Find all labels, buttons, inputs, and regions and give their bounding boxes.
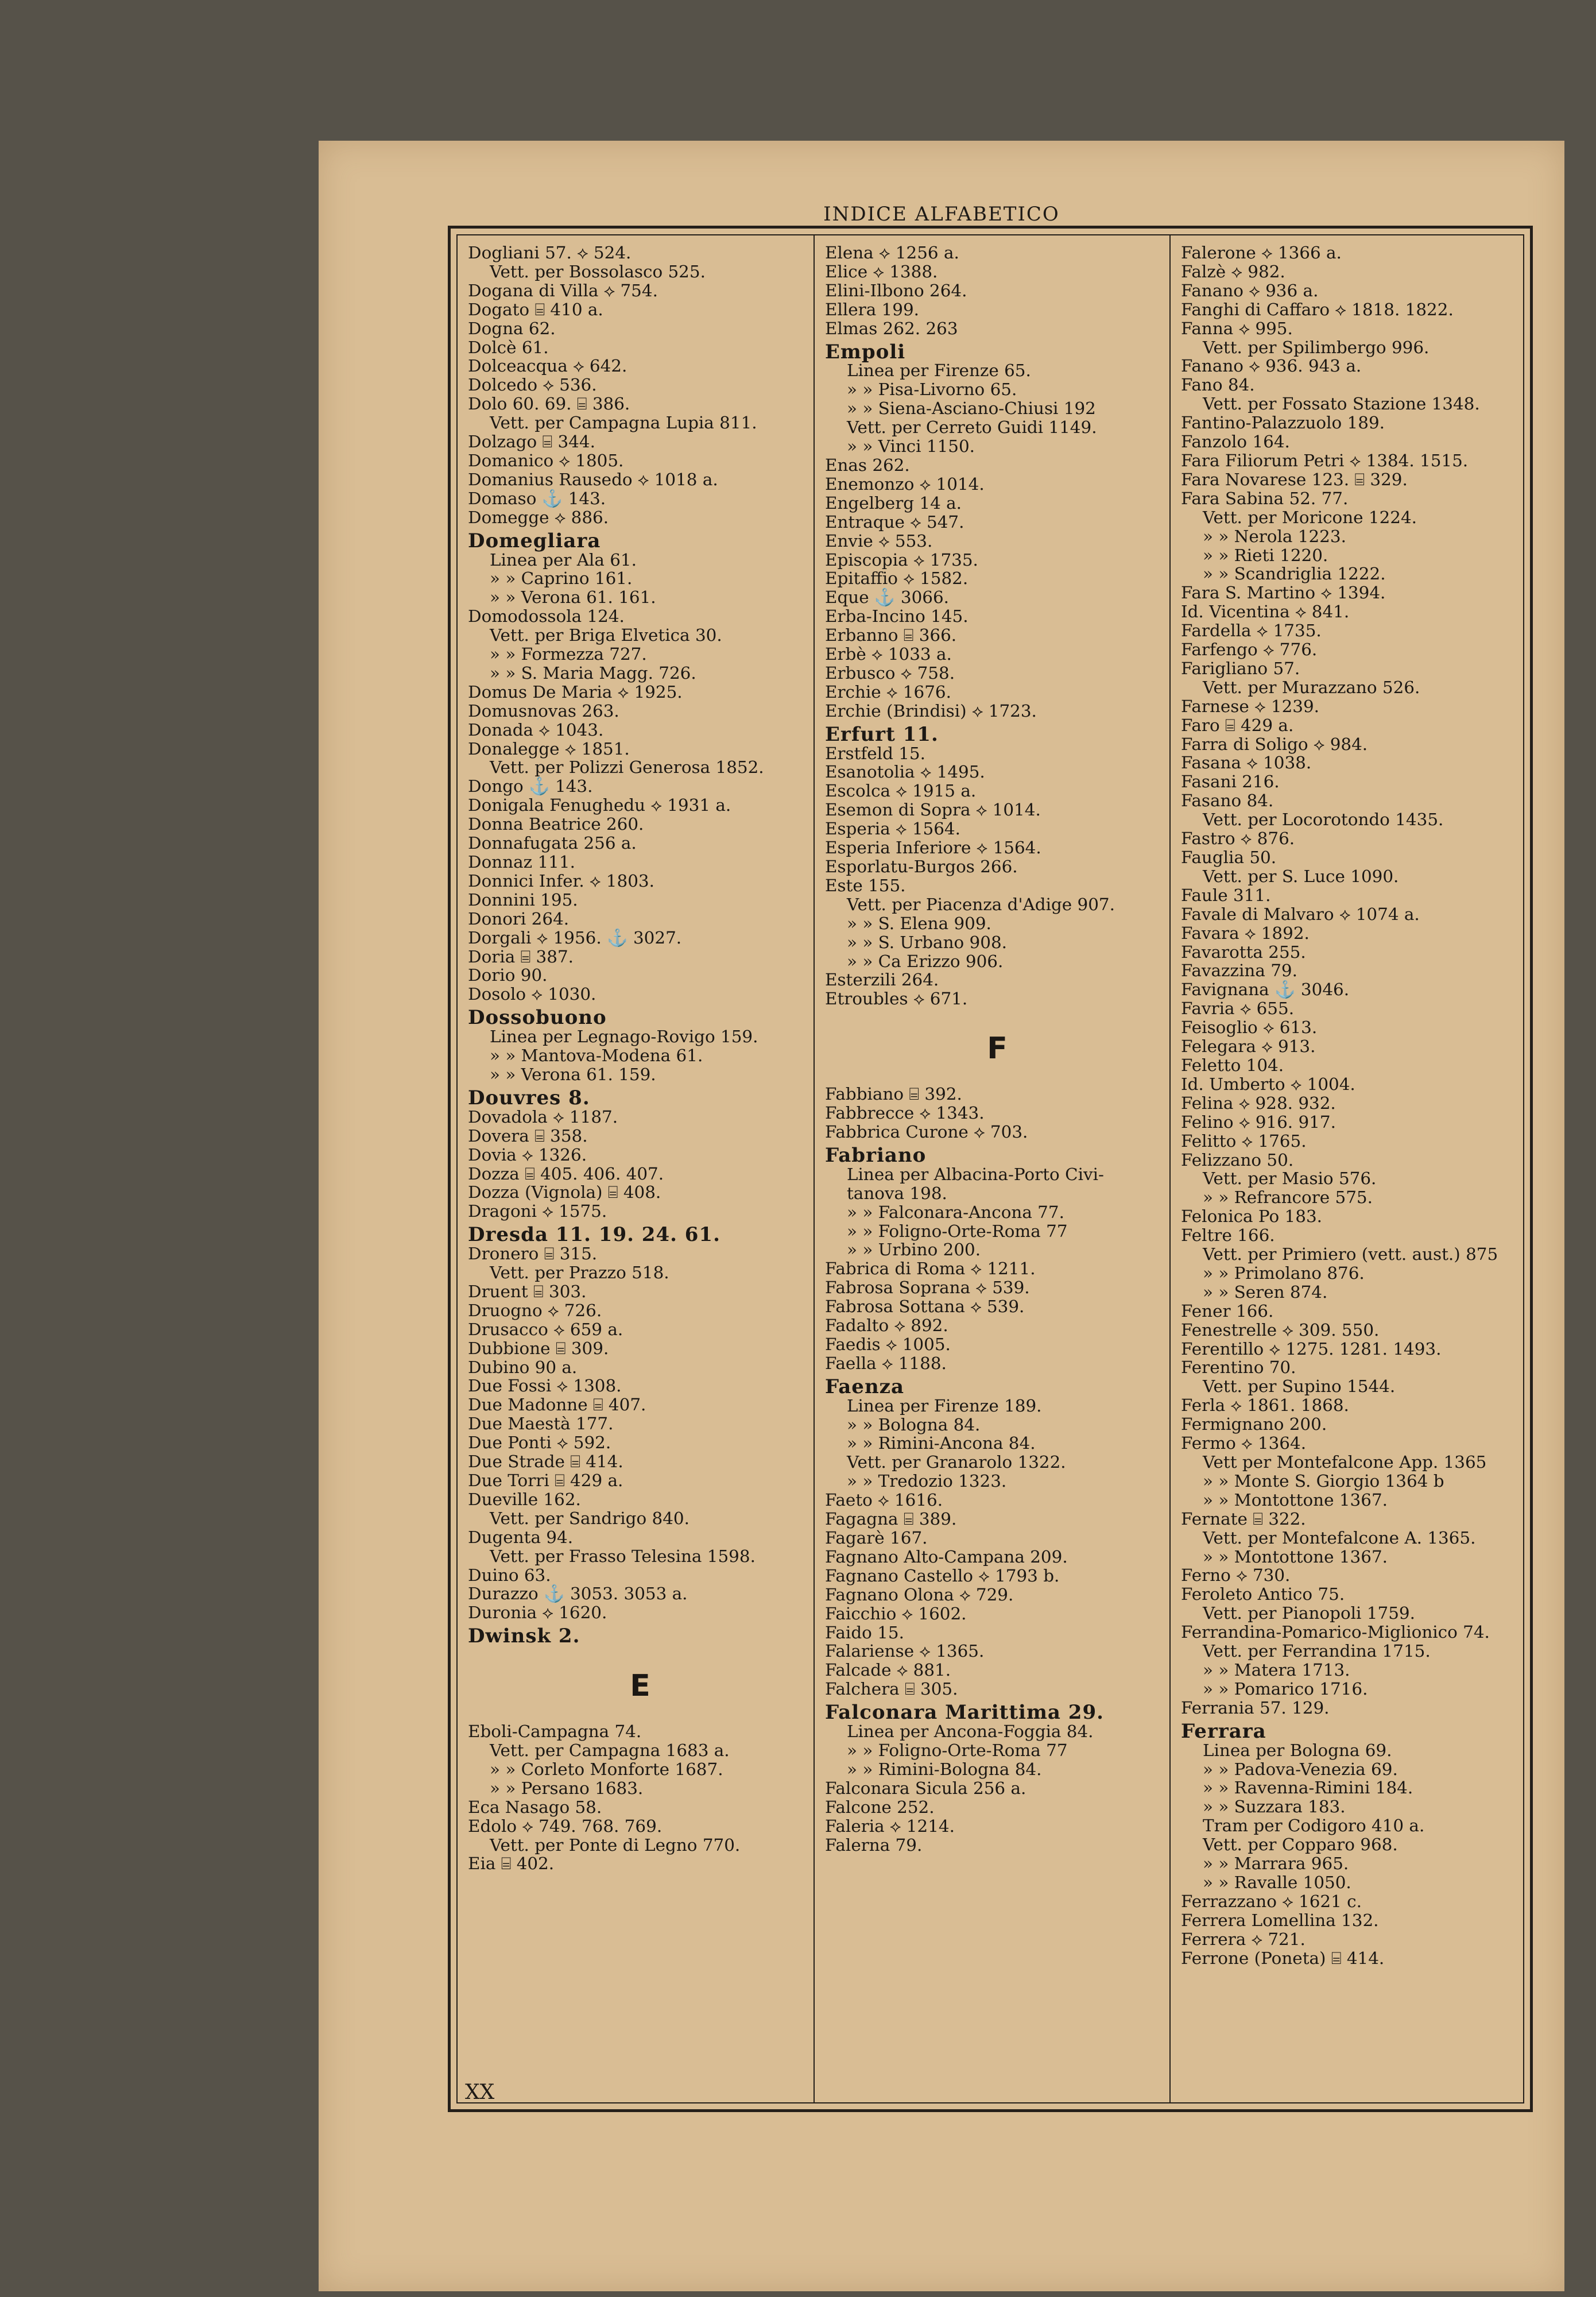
index-entry: Esterzili 264. (825, 970, 939, 990)
index-entry: Fener 166. (1181, 1301, 1274, 1321)
index-entry: Dovera ⌸ 358. (468, 1126, 588, 1146)
index-entry: » » Padova-Venezia 69. (1203, 1759, 1398, 1779)
index-entry: » » Ca Erizzo 906. (847, 951, 1004, 971)
index-entry: » » Rimini-Ancona 84. (847, 1433, 1036, 1453)
index-entry: Fara Sabina 52. 77. (1181, 488, 1349, 508)
index-entry: Vett. per Frasso Telesina 1598. (490, 1546, 756, 1566)
index-entry: Fabbrica Curone ⟡ 703. (825, 1122, 1028, 1142)
index-entry: » » Ravenna-Rimini 184. (1203, 1778, 1413, 1798)
index-entry: Erchie (Brindisi) ⟡ 1723. (825, 701, 1037, 721)
index-entry: Fermignano 200. (1181, 1414, 1327, 1434)
index-entry: Enas 262. (825, 455, 910, 475)
index-entry: Vett. per Ponte di Legno 770. (490, 1835, 741, 1855)
index-entry: Envie ⟡ 553. (825, 531, 933, 551)
index-entry: Vett. per Masio 576. (1203, 1169, 1377, 1189)
index-entry: Fantino-Palazzuolo 189. (1181, 413, 1385, 433)
index-entry: Fastro ⟡ 876. (1181, 829, 1295, 849)
index-entry: Edolo ⟡ 749. 768. 769. (468, 1816, 663, 1836)
index-entry: Dovia ⟡ 1326. (468, 1144, 587, 1165)
index-entry: Fara S. Martino ⟡ 1394. (1181, 583, 1386, 603)
index-entry: Duronia ⟡ 1620. (468, 1603, 607, 1623)
index-entry: Dolo 60. 69. ⌸ 386. (468, 394, 630, 414)
index-entry: Linea per Legnago-Rovigo 159. (490, 1027, 758, 1047)
index-entry: Ellera 199. (825, 299, 920, 319)
index-heading: Faenza (825, 1375, 904, 1398)
index-entry: Falerone ⟡ 1366 a. (1181, 243, 1342, 262)
index-entry: » » Nerola 1223. (1203, 526, 1346, 546)
index-entry: Donalegge ⟡ 1851. (468, 738, 630, 759)
column-divider (814, 235, 815, 2102)
index-entry: Dovadola ⟡ 1187. (468, 1107, 618, 1127)
index-column-2 (825, 243, 1169, 2102)
index-entry: Falconara Sicula 256 a. (825, 1778, 1026, 1798)
index-entry: Linea per Firenze 189. (847, 1395, 1042, 1416)
index-entry: Felina ⟡ 928. 932. (1181, 1093, 1336, 1113)
index-entry: Vett. per Briga Elvetica 30. (490, 625, 722, 645)
index-entry: » » Siena-Asciano-Chiusi 192 (847, 399, 1096, 419)
index-entry: Drusacco ⟡ 659 a. (468, 1319, 623, 1339)
index-entry: Engelberg 14 a. (825, 493, 962, 513)
column-divider (1169, 235, 1171, 2102)
index-entry: Vett. per Fossato Stazione 1348. (1203, 394, 1480, 414)
index-entry: » » Montottone 1367. (1203, 1490, 1388, 1510)
index-entry: » » Pisa-Livorno 65. (847, 380, 1017, 400)
index-entry: Esperia Inferiore ⟡ 1564. (825, 838, 1041, 858)
index-entry: Este 155. (825, 875, 906, 895)
index-entry: Fara Filiorum Petri ⟡ 1384. 1515. (1181, 450, 1469, 470)
index-entry: Domodossola 124. (468, 606, 625, 627)
index-entry: Faella ⟡ 1188. (825, 1353, 947, 1373)
index-entry: Elena ⟡ 1256 a. (825, 243, 959, 262)
index-entry: Elini-Ilbono 264. (825, 280, 967, 300)
index-entry: » » Verona 61. 161. (490, 587, 656, 608)
index-entry: Favazzina 79. (1181, 961, 1297, 981)
index-entry: Fagagna ⌸ 389. (825, 1509, 957, 1529)
index-entry: Escolca ⟡ 1915 a. (825, 781, 977, 801)
index-entry: Favarotta 255. (1181, 942, 1306, 962)
index-entry: Esanotolia ⟡ 1495. (825, 762, 985, 782)
index-entry: Vett. per Prazzo 518. (490, 1263, 669, 1283)
index-entry: Dorio 90. (468, 965, 548, 985)
index-entry: » » Rimini-Bologna 84. (847, 1759, 1042, 1779)
index-entry: Vett. per Primiero (vett. aust.) 875 (1203, 1244, 1498, 1264)
index-entry: Faicchio ⟡ 1602. (825, 1603, 967, 1623)
index-entry: » » Suzzara 183. (1203, 1797, 1346, 1817)
index-entry: Fanna ⟡ 995. (1181, 318, 1293, 338)
index-entry: » » S. Maria Magg. 726. (490, 663, 696, 683)
index-entry: Vett. per Polizzi Generosa 1852. (490, 757, 764, 778)
index-entry: Donnaz 111. (468, 852, 575, 872)
index-entry: Dubino 90 a. (468, 1357, 578, 1377)
index-entry: Dogliani 57. ⟡ 524. (468, 243, 632, 262)
index-entry: Donori 264. (468, 908, 570, 929)
index-entry: Faeto ⟡ 1616. (825, 1490, 943, 1510)
index-entry: » » Scandriglia 1222. (1203, 564, 1386, 584)
index-entry: Elice ⟡ 1388. (825, 261, 938, 281)
index-entry: » » Persano 1683. (490, 1778, 644, 1798)
index-entry: Ferentillo ⟡ 1275. 1281. 1493. (1181, 1339, 1442, 1359)
index-entry: Druent ⌸ 303. (468, 1281, 587, 1301)
index-entry: Farra di Soligo ⟡ 984. (1181, 734, 1368, 754)
index-entry: » » Formezza 727. (490, 644, 647, 664)
index-entry: Due Madonne ⌸ 407. (468, 1395, 646, 1415)
index-entry: Erbanno ⌸ 366. (825, 625, 957, 645)
index-entry: Eboli-Campagna 74. (468, 1722, 642, 1742)
index-heading: Falconara Marittima 29. (825, 1701, 1104, 1724)
index-entry: Farigliano 57. (1181, 658, 1300, 678)
index-entry: Favignana ⚓ 3046. (1181, 980, 1350, 1000)
index-heading: Dossobuono (468, 1006, 607, 1030)
index-entry: » » Falconara-Ancona 77. (847, 1202, 1064, 1222)
index-entry: Faleria ⟡ 1214. (825, 1816, 955, 1836)
index-entry: Vett. per Montefalcone A. 1365. (1203, 1528, 1476, 1548)
index-heading: Ferrara (1181, 1719, 1266, 1743)
index-entry: » » Marrara 965. (1203, 1854, 1349, 1874)
index-entry: tanova 198. (847, 1183, 947, 1203)
index-entry: » » Corleto Monforte 1687. (490, 1759, 723, 1779)
index-entry: Fabrosa Soprana ⟡ 539. (825, 1278, 1030, 1298)
index-entry: Fermo ⟡ 1364. (1181, 1433, 1307, 1453)
index-entry: Donna Beatrice 260. (468, 814, 644, 834)
page-header: INDICE ALFABETICO (823, 203, 1060, 226)
index-heading: Dresda 11. 19. 24. 61. (468, 1223, 720, 1247)
index-entry: Due Torri ⌸ 429 a. (468, 1471, 623, 1490)
index-entry: Favria ⟡ 655. (1181, 999, 1295, 1019)
index-entry: Episcopia ⟡ 1735. (825, 550, 978, 570)
index-entry: Linea per Firenze 65. (847, 361, 1031, 381)
index-entry: Vett. per Piacenza d'Adige 907. (847, 894, 1115, 914)
index-entry: Fagnano Castello ⟡ 1793 b. (825, 1565, 1060, 1586)
index-entry: Dragoni ⟡ 1575. (468, 1201, 607, 1221)
index-entry: Eca Nasago 58. (468, 1797, 602, 1817)
index-entry: Due Ponti ⟡ 592. (468, 1433, 611, 1453)
section-letter: E (630, 1669, 650, 1704)
index-entry: Dogana di Villa ⟡ 754. (468, 280, 658, 300)
index-frame (448, 226, 1533, 2112)
index-heading: Dwinsk 2. (468, 1625, 580, 1648)
index-entry: Dongo ⚓ 143. (468, 776, 593, 796)
index-entry: » » Refrancore 575. (1203, 1188, 1373, 1208)
index-entry: Feisoglio ⟡ 613. (1181, 1018, 1318, 1038)
index-entry: Dosolo ⟡ 1030. (468, 984, 596, 1004)
index-entry: » » Monte S. Giorgio 1364 b (1203, 1471, 1444, 1491)
index-entry: Vett. per S. Luce 1090. (1203, 866, 1399, 886)
index-entry: Falchera ⌸ 305. (825, 1679, 958, 1699)
index-entry: » » Foligno-Orte-Roma 77 (847, 1221, 1068, 1241)
index-entry: Feltre 166. (1181, 1225, 1275, 1246)
index-entry: Fabbiano ⌸ 392. (825, 1084, 962, 1104)
index-entry: Falcone 252. (825, 1797, 935, 1817)
index-entry: » » Primolano 876. (1203, 1263, 1365, 1283)
index-entry: » » Mantova-Modena 61. (490, 1046, 703, 1066)
page-sheet (319, 141, 1564, 2291)
index-entry: Vett per Montefalcone App. 1365 (1203, 1452, 1487, 1472)
index-entry: Dolcè 61. (468, 337, 549, 357)
index-entry: Domanico ⟡ 1805. (468, 450, 624, 470)
index-entry: » » S. Urbano 908. (847, 932, 1007, 952)
index-entry: Elmas 262. 263 (825, 318, 958, 338)
index-entry: Felonica Po 183. (1181, 1206, 1322, 1227)
index-entry: Favale di Malvaro ⟡ 1074 a. (1181, 904, 1420, 924)
index-entry: Vett. per Locorotondo 1435. (1203, 810, 1444, 830)
index-entry: Vett. per Pianopoli 1759. (1203, 1603, 1415, 1623)
index-entry: Donnafugata 256 a. (468, 833, 637, 853)
index-entry: Fagnano Alto-Campana 209. (825, 1546, 1068, 1567)
index-entry: Druogno ⟡ 726. (468, 1300, 602, 1320)
index-entry: Dronero ⌸ 315. (468, 1244, 598, 1264)
index-entry: Etroubles ⟡ 671. (825, 989, 968, 1009)
index-entry: Domusnovas 263. (468, 701, 619, 721)
index-entry: Due Fossi ⟡ 1308. (468, 1376, 622, 1396)
index-entry: Dueville 162. (468, 1489, 581, 1509)
index-entry: Vett. per Bossolasco 525. (490, 261, 706, 281)
index-entry: Vett. per Copparo 968. (1203, 1835, 1398, 1855)
index-entry: » » Caprino 161. (490, 569, 633, 589)
index-entry: » » Ravalle 1050. (1203, 1872, 1351, 1892)
index-entry: Ferla ⟡ 1861. 1868. (1181, 1395, 1349, 1416)
index-entry: Id. Umberto ⟡ 1004. (1181, 1074, 1355, 1094)
index-column-1 (468, 243, 812, 2102)
index-entry: Falcade ⟡ 881. (825, 1660, 951, 1680)
index-entry: Felino ⟡ 916. 917. (1181, 1112, 1336, 1132)
index-entry: Dugenta 94. (468, 1527, 574, 1547)
index-entry: Fenestrelle ⟡ 309. 550. (1181, 1320, 1380, 1340)
index-entry: Dolcedo ⟡ 536. (468, 375, 597, 395)
index-entry: Fabrosa Sottana ⟡ 539. (825, 1297, 1025, 1317)
section-letter: F (987, 1031, 1008, 1066)
index-entry: Erchie ⟡ 1676. (825, 682, 951, 702)
index-entry: Favara ⟡ 1892. (1181, 923, 1310, 943)
index-entry: Linea per Bologna 69. (1203, 1740, 1392, 1760)
index-entry: Vett. per Spilimbergo 996. (1203, 337, 1430, 357)
index-entry: Donigala Fenughedu ⟡ 1931 a. (468, 795, 731, 815)
index-entry: Enemonzo ⟡ 1014. (825, 474, 985, 494)
index-entry: Esperia ⟡ 1564. (825, 819, 960, 839)
index-entry: Duino 63. (468, 1565, 551, 1585)
index-entry: Fanzolo 164. (1181, 432, 1290, 452)
index-entry: » » S. Elena 909. (847, 913, 991, 933)
index-entry: Domegge ⟡ 886. (468, 507, 609, 527)
index-entry: Fasani 216. (1181, 772, 1280, 792)
index-entry: Faro ⌸ 429 a. (1181, 715, 1294, 735)
index-entry: Fara Novarese 123. ⌸ 329. (1181, 469, 1408, 489)
index-entry: Vett. per Ferrandina 1715. (1203, 1641, 1431, 1661)
index-entry: Fano 84. (1181, 375, 1255, 395)
index-entry: Dolceacqua ⟡ 642. (468, 356, 627, 376)
index-entry: Fasana ⟡ 1038. (1181, 753, 1312, 773)
index-entry: Faido 15. (825, 1622, 904, 1642)
index-entry: Falariense ⟡ 1365. (825, 1641, 985, 1661)
index-entry: Erbusco ⟡ 758. (825, 663, 955, 683)
index-entry: Feroleto Antico 75. (1181, 1584, 1345, 1604)
index-entry: Falzè ⟡ 982. (1181, 261, 1285, 281)
index-entry: Ferrandina-Pomarico-Miglionico 74. (1181, 1622, 1490, 1642)
index-entry: Domaso ⚓ 143. (468, 488, 606, 508)
index-entry: Felegara ⟡ 913. (1181, 1037, 1316, 1057)
index-entry: Fagarè 167. (825, 1528, 928, 1548)
index-entry: » » Urbino 200. (847, 1240, 981, 1260)
index-entry: » » Bologna 84. (847, 1414, 981, 1434)
index-entry: » » Tredozio 1323. (847, 1471, 1007, 1491)
index-entry: Fanano ⟡ 936 a. (1181, 280, 1319, 300)
index-entry: Vett. per Campagna Lupia 811. (490, 413, 757, 433)
index-entry: Dubbione ⌸ 309. (468, 1338, 609, 1358)
index-heading: Domegliara (468, 529, 601, 552)
index-entry: Erba-Incino 145. (825, 606, 969, 627)
index-entry: Ferrazzano ⟡ 1621 c. (1181, 1891, 1362, 1911)
index-entry: Fauglia 50. (1181, 848, 1277, 867)
index-entry: Fagnano Olona ⟡ 729. (825, 1584, 1014, 1604)
index-entry: Donada ⟡ 1043. (468, 720, 604, 740)
index-entry: Fabrica di Roma ⟡ 1211. (825, 1259, 1036, 1279)
index-entry: Ferno ⟡ 730. (1181, 1565, 1291, 1586)
index-entry: Dozza ⌸ 405. 406. 407. (468, 1163, 664, 1184)
index-entry: Falerna 79. (825, 1835, 923, 1855)
index-entry: Erstfeld 15. (825, 743, 925, 763)
index-entry: Vett. per Murazzano 526. (1203, 677, 1420, 697)
index-entry: Dozza (Vignola) ⌸ 408. (468, 1182, 661, 1202)
index-frame-inner (456, 234, 1524, 2103)
index-entry: Esporlatu-Burgos 266. (825, 857, 1018, 876)
index-entry: Fadalto ⟡ 892. (825, 1316, 948, 1336)
index-heading: Erfurt 11. (825, 722, 939, 746)
index-heading: Empoli (825, 340, 906, 364)
index-entry: » » Foligno-Orte-Roma 77 (847, 1740, 1068, 1760)
index-entry: Donnini 195. (468, 890, 578, 910)
index-entry: Dogato ⌸ 410 a. (468, 299, 603, 319)
index-entry: Tram per Codigoro 410 a. (1203, 1816, 1425, 1836)
index-entry: Fasano 84. (1181, 791, 1274, 811)
index-entry: Linea per Albacina-Porto Civi- (847, 1164, 1104, 1184)
index-entry: Ferentino 70. (1181, 1358, 1296, 1378)
index-heading: Fabriano (825, 1143, 927, 1167)
index-entry: Fardella ⟡ 1735. (1181, 621, 1322, 641)
index-heading: Douvres 8. (468, 1086, 590, 1109)
index-entry: » » Vinci 1150. (847, 436, 975, 457)
index-entry: Donnici Infer. ⟡ 1803. (468, 871, 654, 891)
index-entry: Farnese ⟡ 1239. (1181, 696, 1320, 716)
index-entry: Esemon di Sopra ⟡ 1014. (825, 800, 1041, 820)
page-number: XX (465, 2081, 495, 2104)
index-entry: Ferrera ⟡ 721. (1181, 1929, 1306, 1949)
index-entry: Eque ⚓ 3066. (825, 587, 950, 608)
index-entry: Vett. per Sandrigo 840. (490, 1508, 689, 1528)
index-entry: Domus De Maria ⟡ 1925. (468, 682, 683, 702)
index-entry: Due Maestà 177. (468, 1414, 614, 1434)
index-entry: Eia ⌸ 402. (468, 1854, 555, 1874)
index-entry: Vett. per Moricone 1224. (1203, 507, 1417, 527)
index-entry: Dorgali ⟡ 1956. ⚓ 3027. (468, 927, 682, 948)
index-entry: Entraque ⟡ 547. (825, 512, 964, 532)
index-entry: Id. Vicentina ⟡ 841. (1181, 602, 1350, 622)
index-entry: Ferrone (Poneta) ⌸ 414. (1181, 1948, 1385, 1968)
index-entry: Faule 311. (1181, 885, 1271, 905)
index-entry: Linea per Ancona-Foggia 84. (847, 1722, 1094, 1742)
index-entry: Linea per Ala 61. (490, 550, 637, 570)
index-entry: Farfengo ⟡ 776. (1181, 640, 1318, 660)
index-entry: Ferrera Lomellina 132. (1181, 1910, 1379, 1930)
index-entry: Faedis ⟡ 1005. (825, 1334, 951, 1354)
index-entry: Ferrania 57. 129. (1181, 1697, 1330, 1718)
index-column-3 (1181, 243, 1525, 2102)
index-entry: Erbè ⟡ 1033 a. (825, 644, 952, 664)
index-entry: Domanius Rausedo ⟡ 1018 a. (468, 469, 718, 489)
index-entry: Durazzo ⚓ 3053. 3053 a. (468, 1584, 688, 1604)
index-entry: Felitto ⟡ 1765. (1181, 1131, 1307, 1151)
index-entry: Fanano ⟡ 936. 943 a. (1181, 356, 1362, 376)
index-entry: » » Matera 1713. (1203, 1660, 1350, 1680)
index-entry: Fernate ⌸ 322. (1181, 1509, 1306, 1529)
index-entry: Due Strade ⌸ 414. (468, 1452, 623, 1472)
index-entry: » » Rieti 1220. (1203, 545, 1328, 565)
index-entry: » » Montottone 1367. (1203, 1546, 1388, 1567)
index-entry: Dolzago ⌸ 344. (468, 432, 595, 452)
index-entry: Dogna 62. (468, 318, 556, 338)
index-entry: Vett. per Supino 1544. (1203, 1376, 1396, 1397)
index-entry: Fabbrecce ⟡ 1343. (825, 1103, 985, 1123)
index-entry: » » Seren 874. (1203, 1282, 1328, 1302)
index-entry: Fanghi di Caffaro ⟡ 1818. 1822. (1181, 299, 1454, 319)
index-entry: Vett. per Campagna 1683 a. (490, 1740, 730, 1760)
index-entry: Doria ⌸ 387. (468, 946, 574, 966)
index-entry: Feletto 104. (1181, 1055, 1284, 1075)
index-entry: Felizzano 50. (1181, 1150, 1294, 1170)
index-entry: Vett. per Cerreto Guidi 1149. (847, 417, 1097, 438)
index-entry: Epitaffio ⟡ 1582. (825, 569, 969, 589)
index-entry: » » Pomarico 1716. (1203, 1679, 1368, 1699)
index-entry: Vett. per Granarolo 1322. (847, 1452, 1066, 1472)
index-entry: » » Verona 61. 159. (490, 1064, 656, 1084)
